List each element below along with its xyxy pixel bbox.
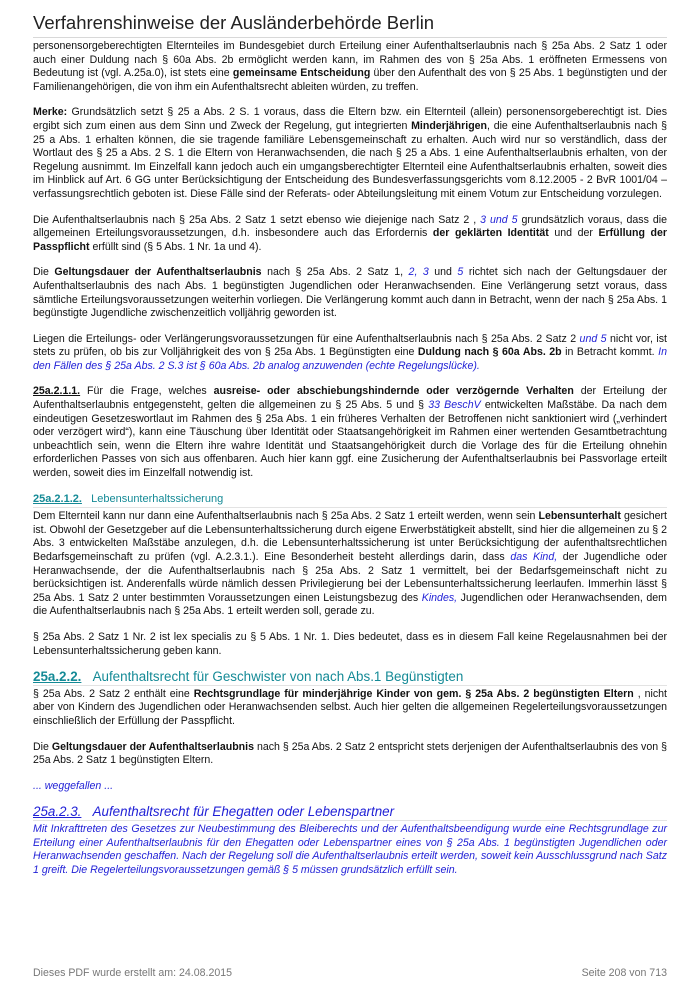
reference-link[interactable]: 3 und 5 [480, 213, 518, 226]
paragraph [33, 510, 667, 619]
bold-text: gemeinsame Entscheidung [232, 67, 371, 80]
text: nicht vor, ist stets zu prüfen, ob bis zur Volljährigkeit des von § 25a Abs. 1 Begünstigten eine [33, 332, 667, 359]
text: grundsätzlich voraus, dass die allgemeinen Erteilungsvoraussetzungen, d.h. insbesondere auch das Erfordernis [33, 213, 667, 240]
text: Für die Frage, welches [80, 385, 214, 398]
reference-link[interactable]: 5 [457, 266, 464, 279]
paragraph [33, 333, 667, 374]
text: der Erteilung der Aufenthaltserlaubnis entgegensteht, gelten die allgemeinen zu § 25 Abs. 5 und § [33, 385, 667, 412]
text: personensorgeberechtigten Elternteiles im Bundesgebiet durch Erteilung einer Aufenthaltserlaubnis nach § 25a Abs. 2 Satz 1 oder auch einer Duldung nach § 60a Abs. 2b ermöglicht werden kann, im Rahmen des von § 25a Abs. 1 eröffneten Ermessens von Bedeutung ist (vgl. A.25a.0), ist stets eine [33, 40, 667, 80]
text: nach § 25a Abs. 2 Satz 1, [261, 266, 409, 279]
text: in Betracht kommt. [561, 346, 659, 359]
text: , nicht aber von Kindern des Jugendlichen oder Heranwachsenden selbst. Auch hier gelten die allgemeinen Regelerteilungsvoraussetzungen einschließlich der Erfüllung der Passpflicht. [33, 687, 667, 727]
paragraph [33, 40, 667, 94]
bold-text: Duldung nach § 60a Abs. 2b [417, 346, 562, 359]
footer-created-date: Dieses PDF wurde erstellt am: 24.08.2015 [33, 967, 233, 979]
paragraph [33, 214, 667, 255]
section-number: 25a.2.2. [33, 669, 82, 685]
text: Grundsätzlich setzt § 25 a Abs. 2 S. 1 voraus, dass die Eltern bzw. ein Elternteil (allein) personensorgeberechtigt ist. Dies ergibt sich zum einen aus dem Sinn und Zweck der Regelung, gut integrierten [33, 106, 667, 132]
reference-link[interactable]: 33 BeschV [428, 399, 481, 412]
document-header: Verfahrenshinweise der Ausländerbehörde Berlin [33, 12, 667, 38]
text: nach § 25a Abs. 2 Satz 2 entspricht stets derjenigen der Aufenthaltserlaubnis des von § 25a Abs. 2 Satz 1 begünstigten Eltern. [33, 740, 667, 767]
bold-text: Merke: [33, 106, 68, 119]
section-number: 25a.2.1.2. [33, 492, 82, 505]
section-heading-25a-2-1-2 [33, 493, 667, 509]
bold-text: Minderjährigen [411, 119, 488, 132]
paragraph-25a-2-1-1 [33, 385, 667, 480]
paragraph-merke [33, 106, 667, 201]
paragraph [33, 631, 667, 658]
text: Die [33, 740, 52, 753]
text: über den Aufenthalt des von § 25 Abs. 1 begünstigten und der Familienangehörigen, die von ihm ein Aufenthaltsrecht ableiten würden, zu treffen. [33, 67, 667, 93]
page-footer [33, 967, 667, 979]
paragraph-removed [33, 780, 667, 794]
text: der Jugendliche oder Heranwachsende, der die Aufenthaltserlaubnis nach § 25a Abs. 2 Satz 1 vermittelt, bei der Bedarfsgemeinschaft nicht zu berücksichtigen ist. Anderenfalls würde nämlich dessen Privilegierung bei der Lebensunterhaltssicherung leerlaufen. Immerhin lässt § 25a Abs. 1 Satz 2 unter bestimmten Voraussetzungen einen Leistungsbezug des [33, 551, 668, 604]
section-number: 25a.2.1.1. [33, 385, 81, 398]
bold-text: Lebensunterhalt [538, 510, 621, 523]
text: Jugendlichen oder Heranwachsenden, dem die Aufenthaltserlaubnis nach § 25a Abs. 1 erteilt werden soll, gerade zu. [33, 591, 667, 618]
text: erfüllt sind (§ 5 Abs. 1 Nr. 1a und 4). [89, 240, 262, 253]
reference-link[interactable]: 2, 3 [408, 266, 429, 279]
paragraph [33, 688, 667, 729]
text: und [428, 266, 458, 279]
paragraph [33, 741, 667, 768]
text: und der [548, 227, 599, 240]
text: § 25a Abs. 2 Satz 2 enthält eine [33, 687, 194, 700]
text: richtet sich nach der Geltungsdauer der Aufenthaltserlaubnis des nach Abs. 1 begünstigten Jugendlichen oder Heranwachsenden. Eine Verlängerung setzt voraus, dass sämtliche Erteilungsvoraussetzungen weiterhin vorliegen. Die Verlängerung kommt auch dann in Betracht, wenn der nach § 25a Abs. 1 begünstigte Jugendliche zwischenzeitlich volljährig geworden ist. [33, 266, 668, 320]
text: Liegen die Erteilungs- oder Verlängerungsvoraussetzungen für eine Aufenthaltserlaubnis nach § 25a Abs. 2 Satz 2 [33, 332, 580, 345]
section-heading-25a-2-2 [33, 670, 667, 686]
section-title: Aufenthaltsrecht für Geschwister von nach Abs.1 Begünstigten [92, 669, 464, 685]
section-title: Aufenthaltsrecht für Ehegatten oder Lebenspartner [92, 804, 395, 820]
text: Die Aufenthaltserlaubnis nach § 25a Abs. 2 Satz 1 setzt ebenso wie diejenige nach Satz 2 , [33, 213, 481, 226]
bold-text: Rechtsgrundlage für minderjährige Kinder von gem. § 25a Abs. 2 begünstigten Eltern [193, 687, 634, 700]
italic-amendment: ... weggefallen ... [33, 779, 114, 792]
page-number: Seite 208 von 713 [581, 967, 667, 979]
section-number: 25a.2.3. [33, 804, 82, 820]
text: entwickelten Maßstäbe. Da nach dem eindeutigen Gesetzeswortlaut im Rahmen des § 25a Abs. 1 ein früheres Verhalten der Betroffenen nicht sanktioniert wird („verhindert oder verzögert wird“), kann eine Täuschung über Identität oder Staatsangehörigkeit im Rahmen einer wertenden Gesamtbetrachtung unbeachtlich sein, wenn die Eltern ihre wahre Identität und Staatsangehörigkeit durch die Vorlage des für die Erteilung ohnehin erforderlichen Passes von sich aus offenbaren. Auch hier kann ggf. eine Zusicherung der Aufenthaltserlaubnis bei Passvorlage erteilt werden, soweit dies im Einzelfall notwendig ist. [33, 399, 667, 480]
section-heading-25a-2-3 [33, 805, 667, 821]
reference-link[interactable]: das Kind, [510, 551, 558, 563]
reference-link[interactable]: Kindes, [421, 591, 458, 604]
italic-amendment: In den Fällen des § 25a Abs. 2 S.3 ist § 60a Abs. 2b analog anzuwenden (echte Regelungslücke). [33, 346, 667, 372]
bold-text: Erfüllung der Passpflicht [33, 227, 667, 253]
text: § 25a Abs. 2 Satz 1 Nr. 2 ist lex specialis zu § 5 Abs. 1 Nr. 1. Dies bedeutet, dass es in diesem Fall keine Regelausnahmen bei der Lebensunterhaltssicherung geben kann. [33, 630, 667, 657]
text: gesichert ist. Obwohl der Gesetzgeber auf die Lebensunterhaltssicherung durch eigene Erwerbstätigkeit abstellt, sind hier die allgemeinen zu § 2 Abs. 3 entwickelten Maßstäbe anzulegen, d.h. die Lebensunterhaltssicherung ist unter Berücksichtigung der aufenthaltsrechtlichen Bedarfsgemeinschaft zu prüfen (vgl. A.2.3.1.). Eine Besonderheit besteht allerdings darin, dass [33, 510, 667, 563]
paragraph [33, 266, 667, 320]
italic-amendment: Mit Inkrafttreten des Gesetzes zur Neubestimmung des Bleiberechts und der Aufenthaltsbeendigung wurde eine Rechtsgrundlage zur Erteilung einer Aufenthaltserlaubnis für den Ehegatten oder Lebenspartner eines von § 25a Abs. 1 begünstigten Jugendlichen oder Heranwachsenden geschaffen. Nach der Regelung soll die Aufenthaltserlaubnis erteilt werden, soweit kein Ausschlussgrund nach Satz 1 greift. Die Regelerteilungsvoraussetzungen gemäß § 5 müssen grundsätzlich erfüllt sein. [33, 822, 667, 876]
bold-text: ausreise- oder abschiebungshindernde oder verzögernde Verhalten [213, 385, 574, 398]
document-body [33, 40, 667, 889]
text: Die [33, 266, 55, 279]
reference-link[interactable]: und 5 [579, 332, 607, 345]
text: , die eine Aufenthaltserlaubnis nach § 25 a Abs. 1 erhalten können, die sie tragende familiäre Lebensgemeinschaft zu erhalten. Auch wird nur so verständlich, dass der Wortlaut des § 25 a Abs. 2 S. 1 die Eltern von Heranwachsenden, die nach § 25 a Abs. 1 eine Aufenthaltserlaubnis erhalten, von der Regelung ausnimmt. Im Einzelfall kann jedoch auch ein umgangsberechtigter Elternteil eine Aufenthaltserlaubnis erhalten, soweit dies im Hinblick auf Art. 6 GG unter Berücksichtigung der Entscheidung des Bundesverfassungsgerichts vom 8.12.2005 - 2 BvR 1001/04 – verfassungsrechtlich geboten ist. Diese Fälle sind der Referats- oder Abteilungsleitung mit einem Votum zur Entscheidung vorzulegen. [33, 119, 667, 200]
bold-text: Geltungsdauer der Aufenthaltserlaubnis [54, 266, 262, 279]
bold-text: der geklärten Identität [432, 227, 549, 240]
bold-text: Geltungsdauer der Aufenthaltserlaubnis [51, 740, 254, 753]
section-title: Lebensunterhaltssicherung [91, 492, 224, 505]
paragraph [33, 823, 667, 877]
text: Dem Elternteil kann nur dann eine Aufenthaltserlaubnis nach § 25a Abs. 2 Satz 1 erteilt werden, wenn sein [33, 510, 539, 523]
